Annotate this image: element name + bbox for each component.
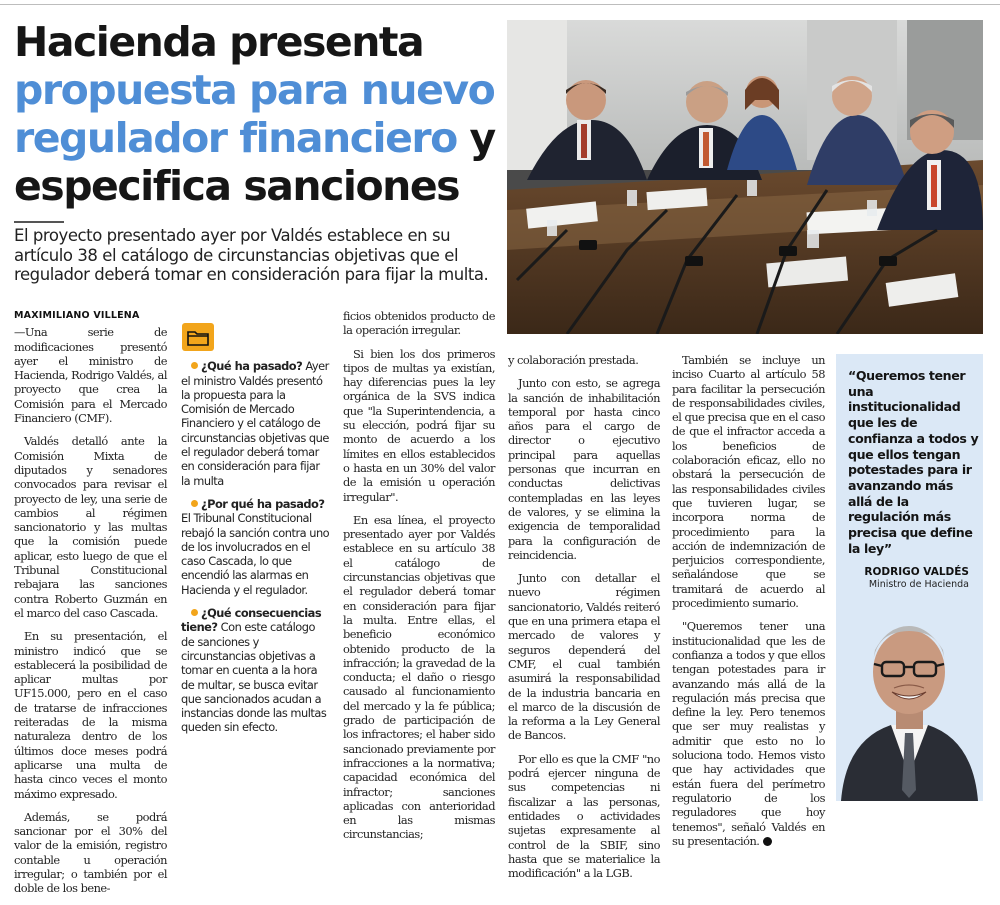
pull-quote-text: “Queremos tener una institucionalidad que les de confianza a todos y que ellos tengan potestades para ir avanzando más allá de la regulación más precisa que define la ley” [848, 368, 979, 556]
paragraph: Junto con esto, se agrega la sanción de inhabilitación temporal por hasta cinco años para el cargo de director o ejecutivo principal para aquellas personas que incurran en conductas delictivas contempladas en las leyes de valores, y se elimina la exigencia de temporalidad para la configuración de reincidencia. [508, 376, 660, 562]
headline [14, 18, 504, 210]
paragraph: Junto con detallar el nuevo régimen sancionatorio, Valdés reiteró que en una primera etapa el mercado de valores y seguros dependerá del CMF, el cual también asumirá la responsabilidad de la industria bancaria en el marco de la discusión de la reforma a la Ley General de Bancos. [508, 571, 660, 743]
bullet-icon [191, 609, 198, 616]
bullet-icon [191, 362, 198, 369]
pull-quote-panel [836, 354, 983, 801]
paragraph: ficios obtenidos producto de la operación irregular. [343, 309, 495, 338]
paragraph: Valdés detalló ante la Comisión Mixta de diputados y senadores convocados para revisar el proyecto de ley, una serie de cambios al régimen sancionatorio y las multas que la comisión puede aplicar, esto luego de que el Tribunal Constitucional rebajara las sanciones contra Roberto Guzmán en el marco del caso Cascada. [14, 434, 167, 620]
headline-part-1: Hacienda presenta [14, 18, 424, 66]
top-rule [0, 4, 1000, 5]
column-2-qa [181, 318, 330, 744]
qa-question: ¿Por qué ha pasado? [201, 496, 325, 511]
lede-rule [14, 221, 64, 223]
paragraph: En esa línea, el proyecto presentado ayer por Valdés establece en su artículo 38 el catálogo de circunstancias objetivas que el regulador deberá tomar en consideración para fijar la multa. Entre ellas, el beneficio económico obtenido producto de la infracción; la gravedad de la conducta; el daño o riesgo causado al funcionamiento del mercado y la fe pública; grado de participación de los infractores; el haber sido sancionado previamente por infracciones a la normativa; capacidad económica del infractor; sanciones aplicadas con anterioridad en las mismas circunstancias; [343, 512, 495, 842]
byline: MAXIMILIANO VILLENA [14, 310, 140, 321]
bullet-icon [191, 500, 198, 507]
rodrigo-valdes-portrait [836, 600, 983, 801]
qa-answer: Con este catálogo de sanciones y circunstancias objetivas a tomar en cuenta a la hora de multar, se busca evitar que sancionados acudan a instancias donde las multas queden sin efecto. [181, 620, 327, 735]
column-3 [343, 309, 495, 851]
lede: El proyecto presentado ayer por Valdés establece en su artículo 38 el catálogo de circunstancias objetivas que el regulador deberá tomar en consideración para fijar la multa. [14, 226, 489, 285]
paragraph: También se incluye un inciso Cuarto al artículo 58 para facilitar la persecución de responsabilidades civiles, el que precisa que en el caso de que el infractor acceda a los beneficios de colaboración eficaz, ello no obstará la persecución de las responsabilidades civiles que tuvieren lugar, se incorpora norma de procedimiento para la acción de indemnización de perjuicios correspondiente, señalándose que se tramitará de acuerdo al procedimiento sumario. [672, 353, 825, 611]
folder-icon [181, 322, 215, 352]
paragraph: y colaboración prestada. [508, 353, 639, 367]
paragraph: Por ello es que la CMF "no podrá ejercer ninguna de sus competencias ni fiscalizar a las personas, entidades o actividades sujetas expresamente al control de la SBIF, sino hasta que se materialice la modificación" a la LGB. [508, 751, 660, 881]
qa-item [181, 497, 330, 597]
headline-highlight: propuesta para nuevo regulador financiero [14, 66, 495, 162]
qa-question: ¿Qué ha pasado? [201, 359, 303, 374]
paragraph: Además, se podrá sancionar por el 30% del valor de la emisión, registro contable u operación irregular; o también por el doble de los bene- [14, 809, 167, 896]
meeting-photo-illustration [507, 20, 983, 334]
qa-question: ¿Qué consecuencias tiene? [181, 606, 322, 635]
quote-author-role: Ministro de Hacienda [868, 579, 969, 590]
paragraph: —Una serie de modificaciones presentó ayer el ministro de Hacienda, Rodrigo Valdés, al proyecto que crea la Comisión para el Mercado Financiero (CMF). [14, 325, 167, 426]
quote-author-name: RODRIGO VALDÉS [864, 566, 969, 578]
qa-item [181, 359, 330, 488]
paragraph [672, 619, 825, 848]
qa-answer: Ayer el ministro Valdés presentó la propuesta para la Comisión de Mercado Financiero y el catálogo de circunstancias objetivas que el regulador deberá tomar en consideración para fijar la multa [181, 359, 329, 488]
qa-answer: El Tribunal Constitucional rebajó la sanción contra uno de los involucrados en el caso Cascada, lo que encendió las alarmas en Hacienda y el regulador. [181, 511, 330, 597]
qa-item [181, 606, 330, 735]
paragraph: En su presentación, el ministro indicó que se establecerá la posibilidad de aplicar multas por UF15.000, pero en el caso de tratarse de infracciones reiteradas de la misma naturaleza dentro de los últimos doce meses podrá aplicarse una multa de hasta cinco veces el monto máximo expresado. [14, 629, 167, 801]
headline-part-2: y especifica sanciones [14, 114, 495, 210]
column-1 [14, 309, 167, 905]
paragraph: Si bien los dos primeros tipos de multas ya existían, hay diferencias pues la ley orgánica de la SVS indica que "la Superintendencia, a su elección, podrá fijar su monto de acuerdo a los límites en ellos establecidos o hasta en un 30% del valor de la emisión u operación irregular". [343, 346, 495, 504]
closing-paragraph-text: "Queremos tener una institucionalidad que les de confianza a todos y que ellos tengan potestades para ir avanzando más allá de la regulación más precisa que define la ley. Pero tenemos que ser muy realistas y admitir que esto no lo soluciona todo. Hemos visto que hay actividades que están fuera del perímetro regulatorio de los reguladores que hoy tenemos", señaló Valdés en su presentación. [672, 619, 825, 848]
column-4 [508, 353, 660, 889]
column-5 [672, 353, 825, 848]
end-mark-icon [763, 837, 772, 846]
meeting-photo [507, 20, 983, 334]
